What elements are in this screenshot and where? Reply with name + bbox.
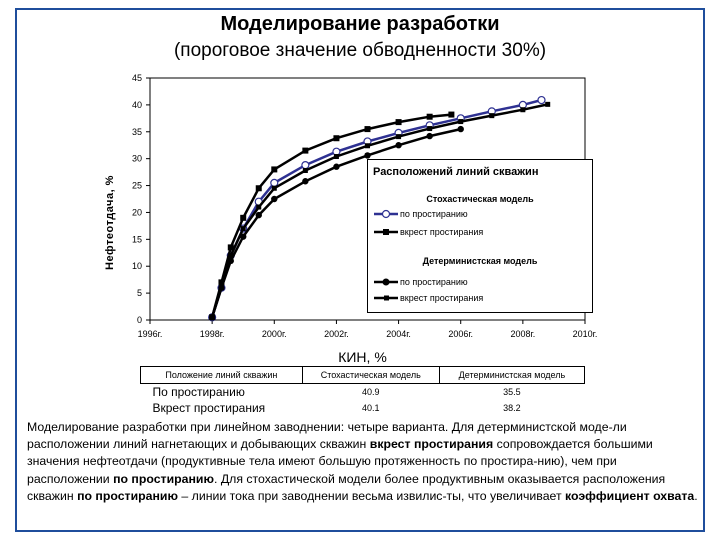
kin-table-block <box>140 349 585 415</box>
legend-title: Расположений линий скважин <box>373 166 539 178</box>
legend-item-stoch-cross: вкрест простирания <box>400 227 484 237</box>
kin-header-row <box>141 367 585 384</box>
data-point <box>256 205 261 210</box>
legend-marker-stoch-strike <box>374 209 398 219</box>
data-point <box>240 233 246 239</box>
kin-title: КИН, % <box>338 349 387 365</box>
desc-bold-3: по простиранию <box>77 488 178 503</box>
legend-item-det-cross: вкрест простирания <box>400 293 484 303</box>
desc-text-1: Моделирование разработки при линейном заводнении: четыре варианта. Для детерминистской моде-ли расположении линий нагнетающих и добывающих скважин <box>27 420 627 452</box>
legend-marker-stoch-cross <box>374 227 398 237</box>
y-tick-label: 0 <box>136 315 142 325</box>
kin-cell-deterministic: 35.5 <box>503 387 521 397</box>
desc-bold-4: коэффициент охвата <box>565 488 695 503</box>
data-point <box>271 196 277 202</box>
data-point <box>302 148 308 154</box>
desc-bold-1: вкрест простирания <box>369 437 494 452</box>
kin-header-position: Положение линий скважин <box>141 367 303 384</box>
table-row <box>141 400 585 416</box>
data-point <box>256 185 262 191</box>
chart-legend <box>367 159 593 313</box>
y-tick-label: 15 <box>131 234 142 245</box>
data-point <box>228 244 234 250</box>
kin-header-stochastic: Стохастическая модель <box>302 367 439 384</box>
desc-text-3: . Для стохастической модели более продуктивным оказывается расположения скважин <box>27 471 666 503</box>
kin-header-deterministic: Детерминистская модель <box>439 367 584 384</box>
data-point <box>545 102 550 107</box>
data-point <box>303 168 308 173</box>
data-point <box>448 112 454 118</box>
data-point <box>365 126 371 132</box>
data-point <box>396 119 402 125</box>
data-point <box>302 178 308 184</box>
data-point <box>271 179 278 186</box>
x-tick-label: 1996г. <box>137 329 163 339</box>
description-text <box>27 419 699 505</box>
legend-group-deterministic: Детерминистская модель <box>422 256 538 266</box>
data-point <box>209 314 215 320</box>
data-point <box>365 143 370 148</box>
kin-cell-stochastic: 40.1 <box>362 403 380 413</box>
y-axis-label: Нефтеотдача, % <box>104 175 116 270</box>
data-point <box>427 126 432 131</box>
kin-cell-stochastic: 40.9 <box>362 387 380 397</box>
data-point <box>241 226 246 231</box>
data-point <box>333 135 339 141</box>
table-row <box>141 384 585 401</box>
x-tick-label: 2004г. <box>386 329 411 339</box>
y-tick-label: 25 <box>131 180 142 191</box>
data-point <box>520 107 525 112</box>
kin-table <box>140 366 585 416</box>
y-tick-label: 35 <box>131 126 142 137</box>
data-point <box>256 212 262 218</box>
data-point <box>426 133 432 139</box>
data-point <box>333 164 339 170</box>
data-point <box>302 162 309 169</box>
data-point <box>240 215 246 221</box>
legend-item-det-strike: по простиранию <box>400 277 468 287</box>
y-tick-label: 40 <box>131 99 142 110</box>
data-point <box>458 119 463 124</box>
legend-group-stochastic: Стохастическая модель <box>426 194 534 204</box>
data-point <box>427 114 433 120</box>
y-tick-label: 10 <box>131 261 142 272</box>
data-point <box>218 279 224 285</box>
desc-text-4: – линии тока при заводнении весьма извилис-ты, что увеличивает <box>177 488 566 503</box>
data-point <box>489 113 494 118</box>
data-point <box>396 134 401 139</box>
slide-subtitle: (пороговое значение обводненности 30%) <box>173 40 547 61</box>
x-tick-label: 2002г. <box>324 329 349 339</box>
kin-row-label: По простиранию <box>152 385 245 399</box>
y-tick-label: 45 <box>131 73 142 83</box>
y-tick-label: 5 <box>136 288 142 299</box>
data-point <box>538 97 545 104</box>
data-point <box>334 154 339 159</box>
legend-marker-det-cross <box>374 293 398 303</box>
x-tick-label: 2000г. <box>261 329 287 339</box>
x-tick-label: 2010г. <box>572 329 598 339</box>
data-point <box>272 186 277 191</box>
legend-item-stoch-strike: по простиранию <box>400 209 468 219</box>
x-tick-label: 2008г. <box>510 329 536 339</box>
data-point <box>458 126 464 132</box>
desc-bold-2: по простиранию <box>113 471 214 486</box>
data-point <box>395 142 401 148</box>
data-point <box>364 152 370 158</box>
kin-row-label: Вкрест простирания <box>152 401 266 415</box>
desc-text-2: сопровождается большими значения нефтеотдачи (продуктивные тела имеют большую протяженность по простира-нию), чем при расположении <box>27 437 653 486</box>
y-tick-label: 20 <box>131 207 142 218</box>
x-tick-label: 2006г. <box>448 329 474 339</box>
y-tick-label: 30 <box>131 153 142 164</box>
kin-cell-deterministic: 38.2 <box>503 403 521 413</box>
x-tick-label: 1998г. <box>199 329 225 339</box>
legend-marker-det-strike <box>374 277 398 287</box>
desc-text-5: . <box>694 488 698 503</box>
slide-title: Моделирование разработки <box>220 13 500 35</box>
data-point <box>271 166 277 172</box>
